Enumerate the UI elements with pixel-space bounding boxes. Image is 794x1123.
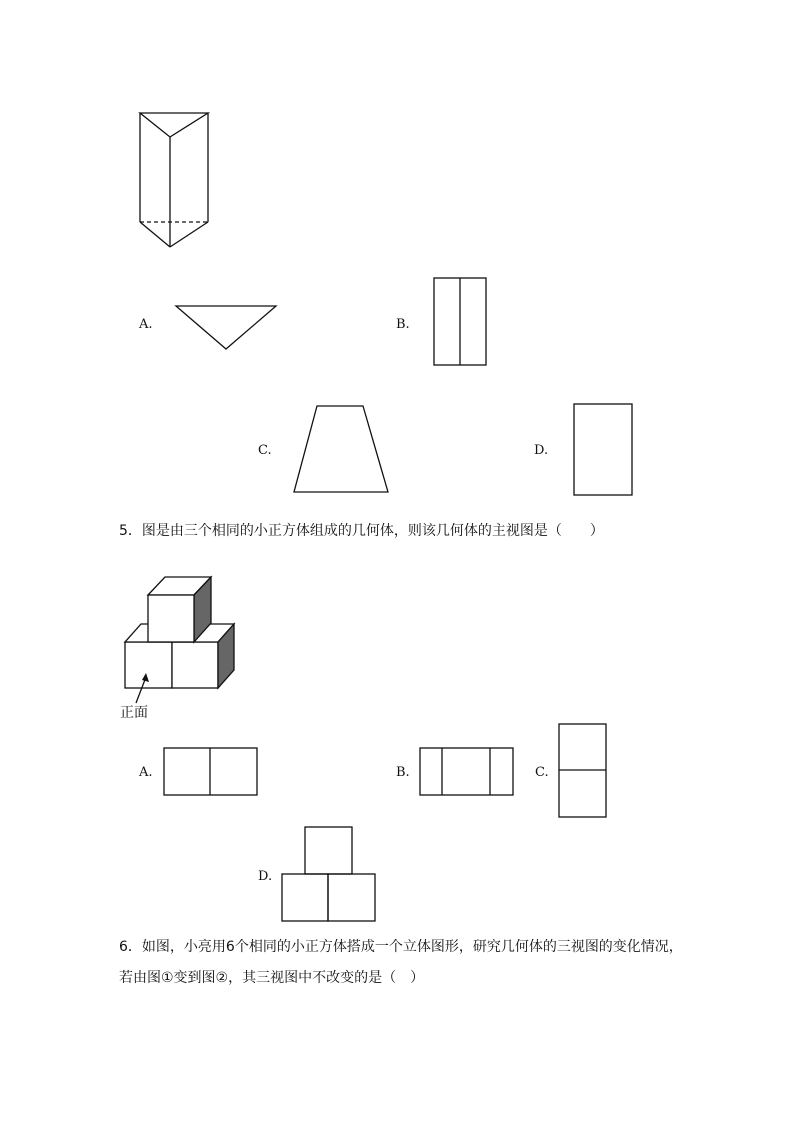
q5-option-b-rectangle-split [416,744,518,800]
three-cube-solid-figure [118,570,243,695]
q4-option-b-label: B. [396,317,410,332]
q4-option-a-triangle [170,300,282,354]
triangular-prism-figure [130,105,220,255]
q5-option-c-stacked-squares [555,720,611,822]
q4-option-a-label: A. [139,317,153,332]
q4-option-c-trapezoid [290,400,394,498]
q5-option-d-label: D. [258,869,273,884]
q4-option-c-label: C. [258,443,272,458]
front-label: 正面 [120,705,148,721]
q5-option-b-label: B. [396,765,410,780]
q5-option-c-label: C. [535,765,549,780]
q5-option-d-three-squares [278,823,380,927]
q4-option-b-rectangle [430,274,492,370]
q4-option-d-rectangle [570,400,638,500]
q6-question-line-1: 6．如图，小亮用6个相同的小正方体搭成一个立体图形，研究几何体的三视图的变化情况， [119,939,683,955]
q5-option-a-two-squares [160,744,262,800]
q6-question-line-2: 若由图①变到图②，其三视图中不改变的是（ ） [119,970,425,986]
q4-option-d-label: D. [534,443,549,458]
q5-option-a-label: A. [139,765,153,780]
q5-question-text: 5．图是由三个相同的小正方体组成的几何体，则该几何体的主视图是（ ） [119,523,604,539]
